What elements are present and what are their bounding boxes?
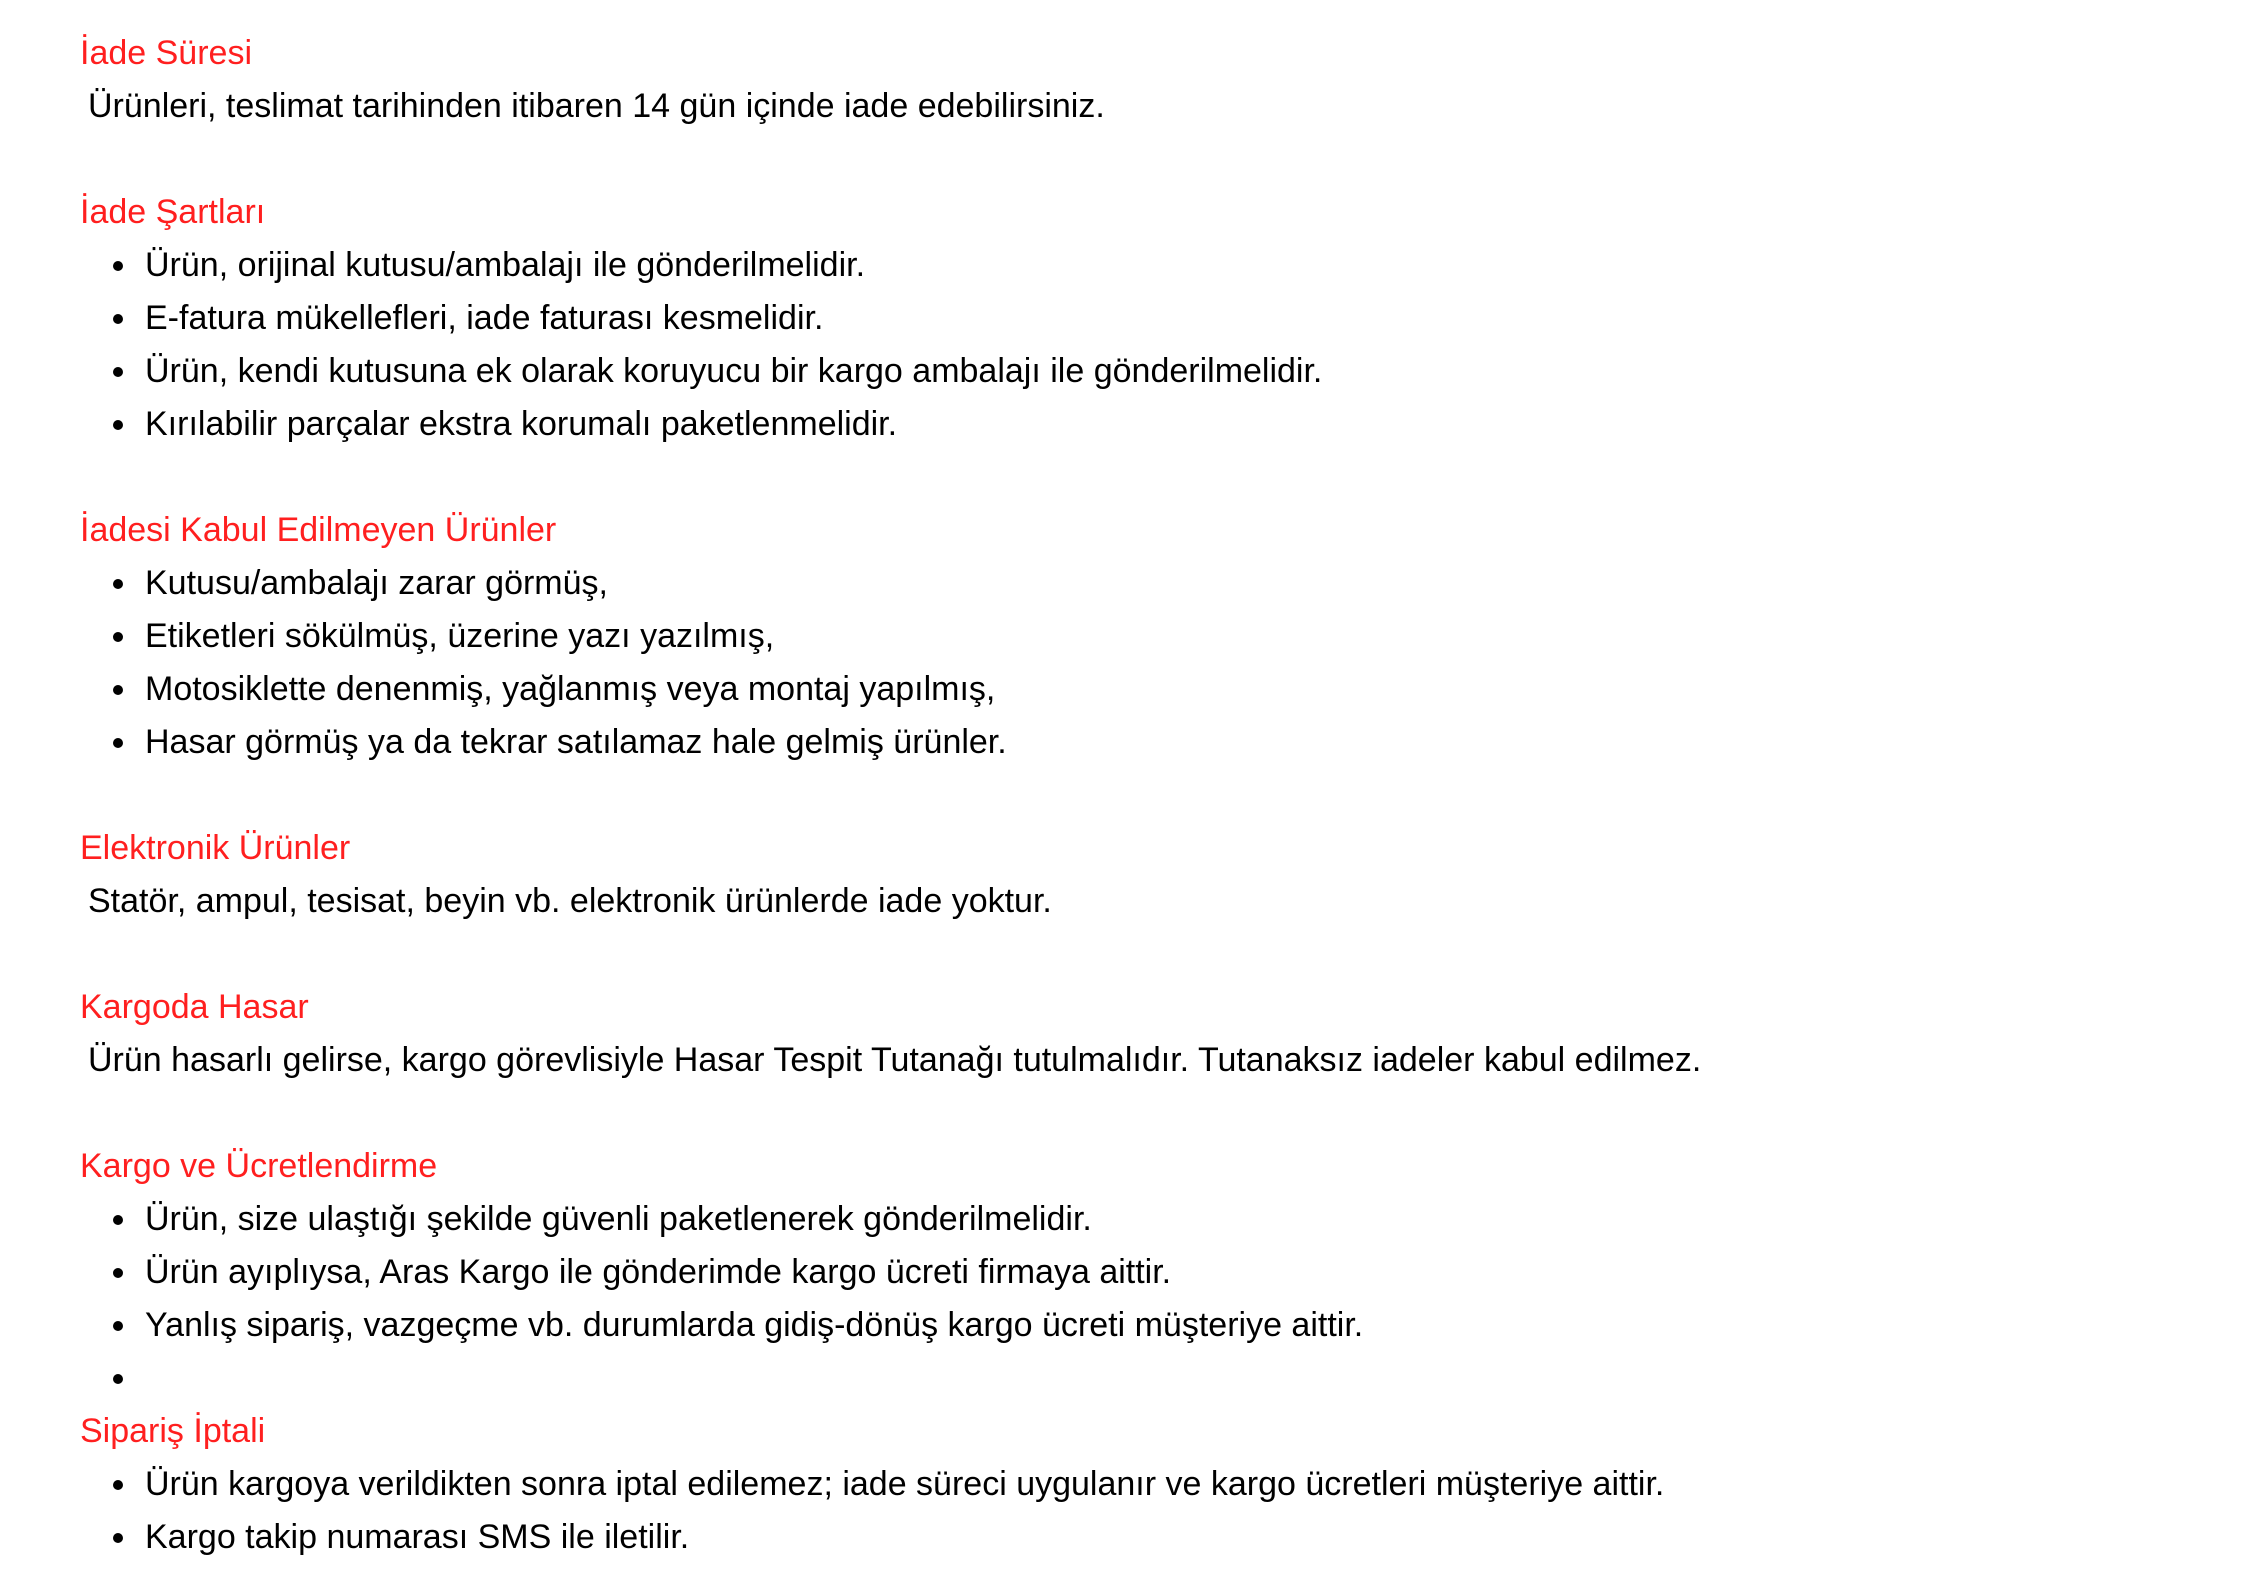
bullet-icon — [113, 632, 123, 642]
list-item — [80, 557, 2180, 610]
order-cancellation-list — [80, 1458, 2180, 1564]
bullet-icon — [113, 685, 123, 695]
section-spacer — [80, 769, 2180, 822]
list-item-text: Kutusu/ambalajı zarar görmüş, — [145, 564, 608, 602]
section-heading-return-conditions: İade Şartları — [80, 193, 266, 231]
list-item-text: Ürün, orijinal kutusu/ambalajı ile gönderilmelidir. — [145, 246, 866, 284]
bullet-icon — [113, 1215, 123, 1225]
section-heading-non-returnable-products: İadesi Kabul Edilmeyen Ürünler — [80, 511, 557, 549]
bullet-icon — [113, 367, 123, 377]
section-heading-order-cancellation: Sipariş İptali — [80, 1412, 266, 1450]
return-conditions-list — [80, 239, 2180, 451]
list-item — [80, 345, 2180, 398]
bullet-icon — [113, 420, 123, 430]
section-heading-electronic-products: Elektronik Ürünler — [80, 829, 351, 867]
list-item-text: Ürün ayıplıysa, Aras Kargo ile gönderimde kargo ücreti firmaya aittir. — [145, 1253, 1172, 1291]
section-heading-shipping-damage: Kargoda Hasar — [80, 988, 309, 1026]
section-spacer — [80, 928, 2180, 981]
list-item — [80, 610, 2180, 663]
non-returnable-products-list — [80, 557, 2180, 769]
bullet-icon — [113, 579, 123, 589]
bullet-icon — [113, 1374, 123, 1384]
list-item — [80, 663, 2180, 716]
list-item — [80, 1299, 2180, 1352]
list-item-text: Ürün, size ulaştığı şekilde güvenli paketlenerek gönderilmelidir. — [145, 1200, 1092, 1238]
list-item-text: Hasar görmüş ya da tekrar satılamaz hale gelmiş ürünler. — [145, 723, 1007, 761]
return-policy-document — [80, 27, 2180, 1564]
bullet-icon — [113, 1268, 123, 1278]
section-paragraph-electronic-products: Statör, ampul, tesisat, beyin vb. elektronik ürünlerde iade yoktur. — [88, 882, 1052, 920]
list-item-empty — [80, 1352, 2180, 1405]
section-paragraph-shipping-damage: Ürün hasarlı gelirse, kargo görevlisiyle Hasar Tespit Tutanağı tutulmalıdır. Tutanaksız iadeler kabul edilmez. — [88, 1041, 1702, 1079]
list-item — [80, 1458, 2180, 1511]
list-item — [80, 292, 2180, 345]
list-item — [80, 716, 2180, 769]
bullet-icon — [113, 261, 123, 271]
list-item-text: Motosiklette denenmiş, yağlanmış veya montaj yapılmış, — [145, 670, 996, 708]
section-heading-shipping-and-fees: Kargo ve Ücretlendirme — [80, 1147, 438, 1185]
list-item — [80, 1193, 2180, 1246]
shipping-and-fees-list — [80, 1193, 2180, 1405]
list-item-text: Ürün, kendi kutusuna ek olarak koruyucu bir kargo ambalajı ile gönderilmelidir. — [145, 352, 1323, 390]
list-item-text: Ürün kargoya verildikten sonra iptal edilemez; iade süreci uygulanır ve kargo ücretleri müşteriye aittir. — [145, 1465, 1665, 1503]
section-spacer — [80, 451, 2180, 504]
bullet-icon — [113, 1321, 123, 1331]
list-item-text: Yanlış sipariş, vazgeçme vb. durumlarda gidiş-dönüş kargo ücreti müşteriye aittir. — [145, 1306, 1364, 1344]
list-item-text: Kırılabilir parçalar ekstra korumalı paketlenmelidir. — [145, 405, 898, 443]
section-heading-return-period: İade Süresi — [80, 34, 252, 72]
bullet-icon — [113, 1480, 123, 1490]
section-spacer — [80, 1087, 2180, 1140]
bullet-icon — [113, 738, 123, 748]
list-item — [80, 239, 2180, 292]
bullet-icon — [113, 314, 123, 324]
list-item-text: Etiketleri sökülmüş, üzerine yazı yazılmış, — [145, 617, 775, 655]
list-item — [80, 1511, 2180, 1564]
bullet-icon — [113, 1533, 123, 1543]
list-item-text: E-fatura mükellefleri, iade faturası kesmelidir. — [145, 299, 824, 337]
list-item-text: Kargo takip numarası SMS ile iletilir. — [145, 1518, 690, 1556]
list-item — [80, 1246, 2180, 1299]
list-item — [80, 398, 2180, 451]
section-spacer — [80, 133, 2180, 186]
section-paragraph-return-period: Ürünleri, teslimat tarihinden itibaren 14 gün içinde iade edebilirsiniz. — [88, 87, 1105, 125]
